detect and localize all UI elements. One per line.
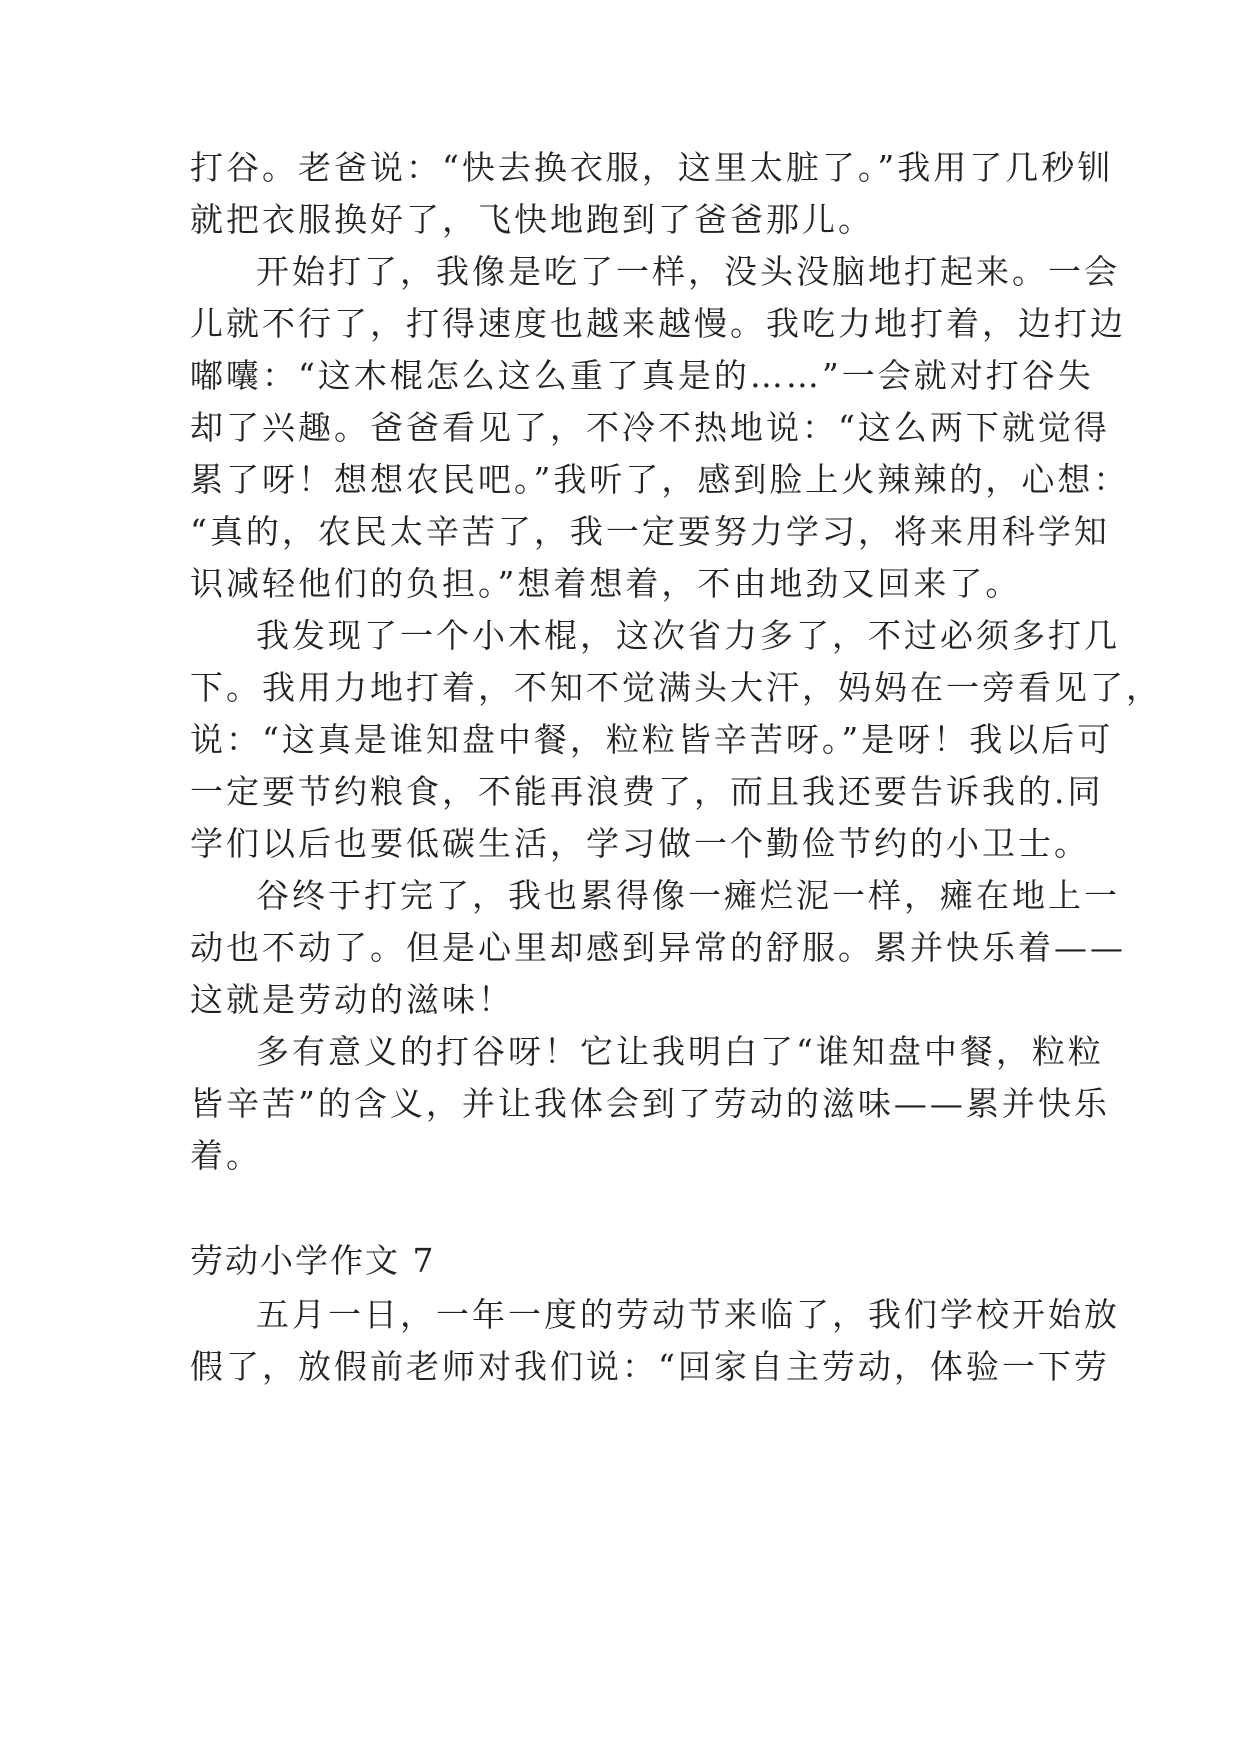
text-line: 却了兴趣。爸爸看见了，不冷不热地说：“这么两下就觉得 [190,408,1110,447]
paragraph-first-line: 开始打了，我像是吃了一样，没头没脑地打起来。一会 [256,252,1120,291]
text-line: 累了呀！想想农民吧。”我听了，感到脸上火辣辣的，心想： [190,460,1130,499]
text-line: 打谷。老爸说：“快去换衣服，这里太脏了。”我用了几秒钏 [190,148,1114,187]
text-line: 假了，放假前老师对我们说：“回家自主劳动，体验一下劳 [190,1347,1110,1386]
text-line: 着。 [190,1136,262,1175]
text-line: 嘟囔：“这木棍怎么这么重了真是的……”一会就对打谷失 [190,356,1094,395]
text-line: 学们以后也要低碳生活，学习做一个勤俭节约的小卫士。 [190,824,1090,863]
section-title: 劳动小学作文 7 [190,1241,436,1280]
text-line: 识减轻他们的负担。”想着想着，不由地劲又回来了。 [190,564,1022,603]
paragraph-first-line: 我发现了一个小木棍，这次省力多了，不过必须多打几 [256,616,1120,655]
text-line: 动也不动了。但是心里却感到异常的舒服。累并快乐着—— [190,928,1126,967]
paragraph-first-line: 五月一日，一年一度的劳动节来临了，我们学校开始放 [256,1295,1120,1334]
text-line: 皆辛苦”的含义，并让我体会到了劳动的滋味——累并快乐 [190,1084,1110,1123]
text-line: “真的，农民太辛苦了，我一定要努力学习，将来用科学知 [190,512,1110,551]
paragraph-first-line: 谷终于打完了，我也累得像一瘫烂泥一样，瘫在地上一 [256,876,1120,915]
text-line: 就把衣服换好了，飞快地跑到了爸爸那儿。 [190,200,874,239]
text-line: 一定要节约粮食，不能再浪费了，而且我还要告诉我的.同 [190,772,1104,811]
text-line: 说：“这真是谁知盘中餐，粒粒皆辛苦呀。”是呀！我以后可 [190,720,1114,759]
text-line: 这就是劳动的滋味！ [190,980,514,1019]
paragraph-first-line: 多有意义的打谷呀！它让我明白了“谁知盘中餐，粒粒 [256,1032,1104,1071]
text-line: 儿就不行了，打得速度也越来越慢。我吃力地打着，边打边 [190,304,1126,343]
text-line: 下。我用力地打着，不知不觉满头大汗，妈妈在一旁看见了， [190,668,1162,707]
